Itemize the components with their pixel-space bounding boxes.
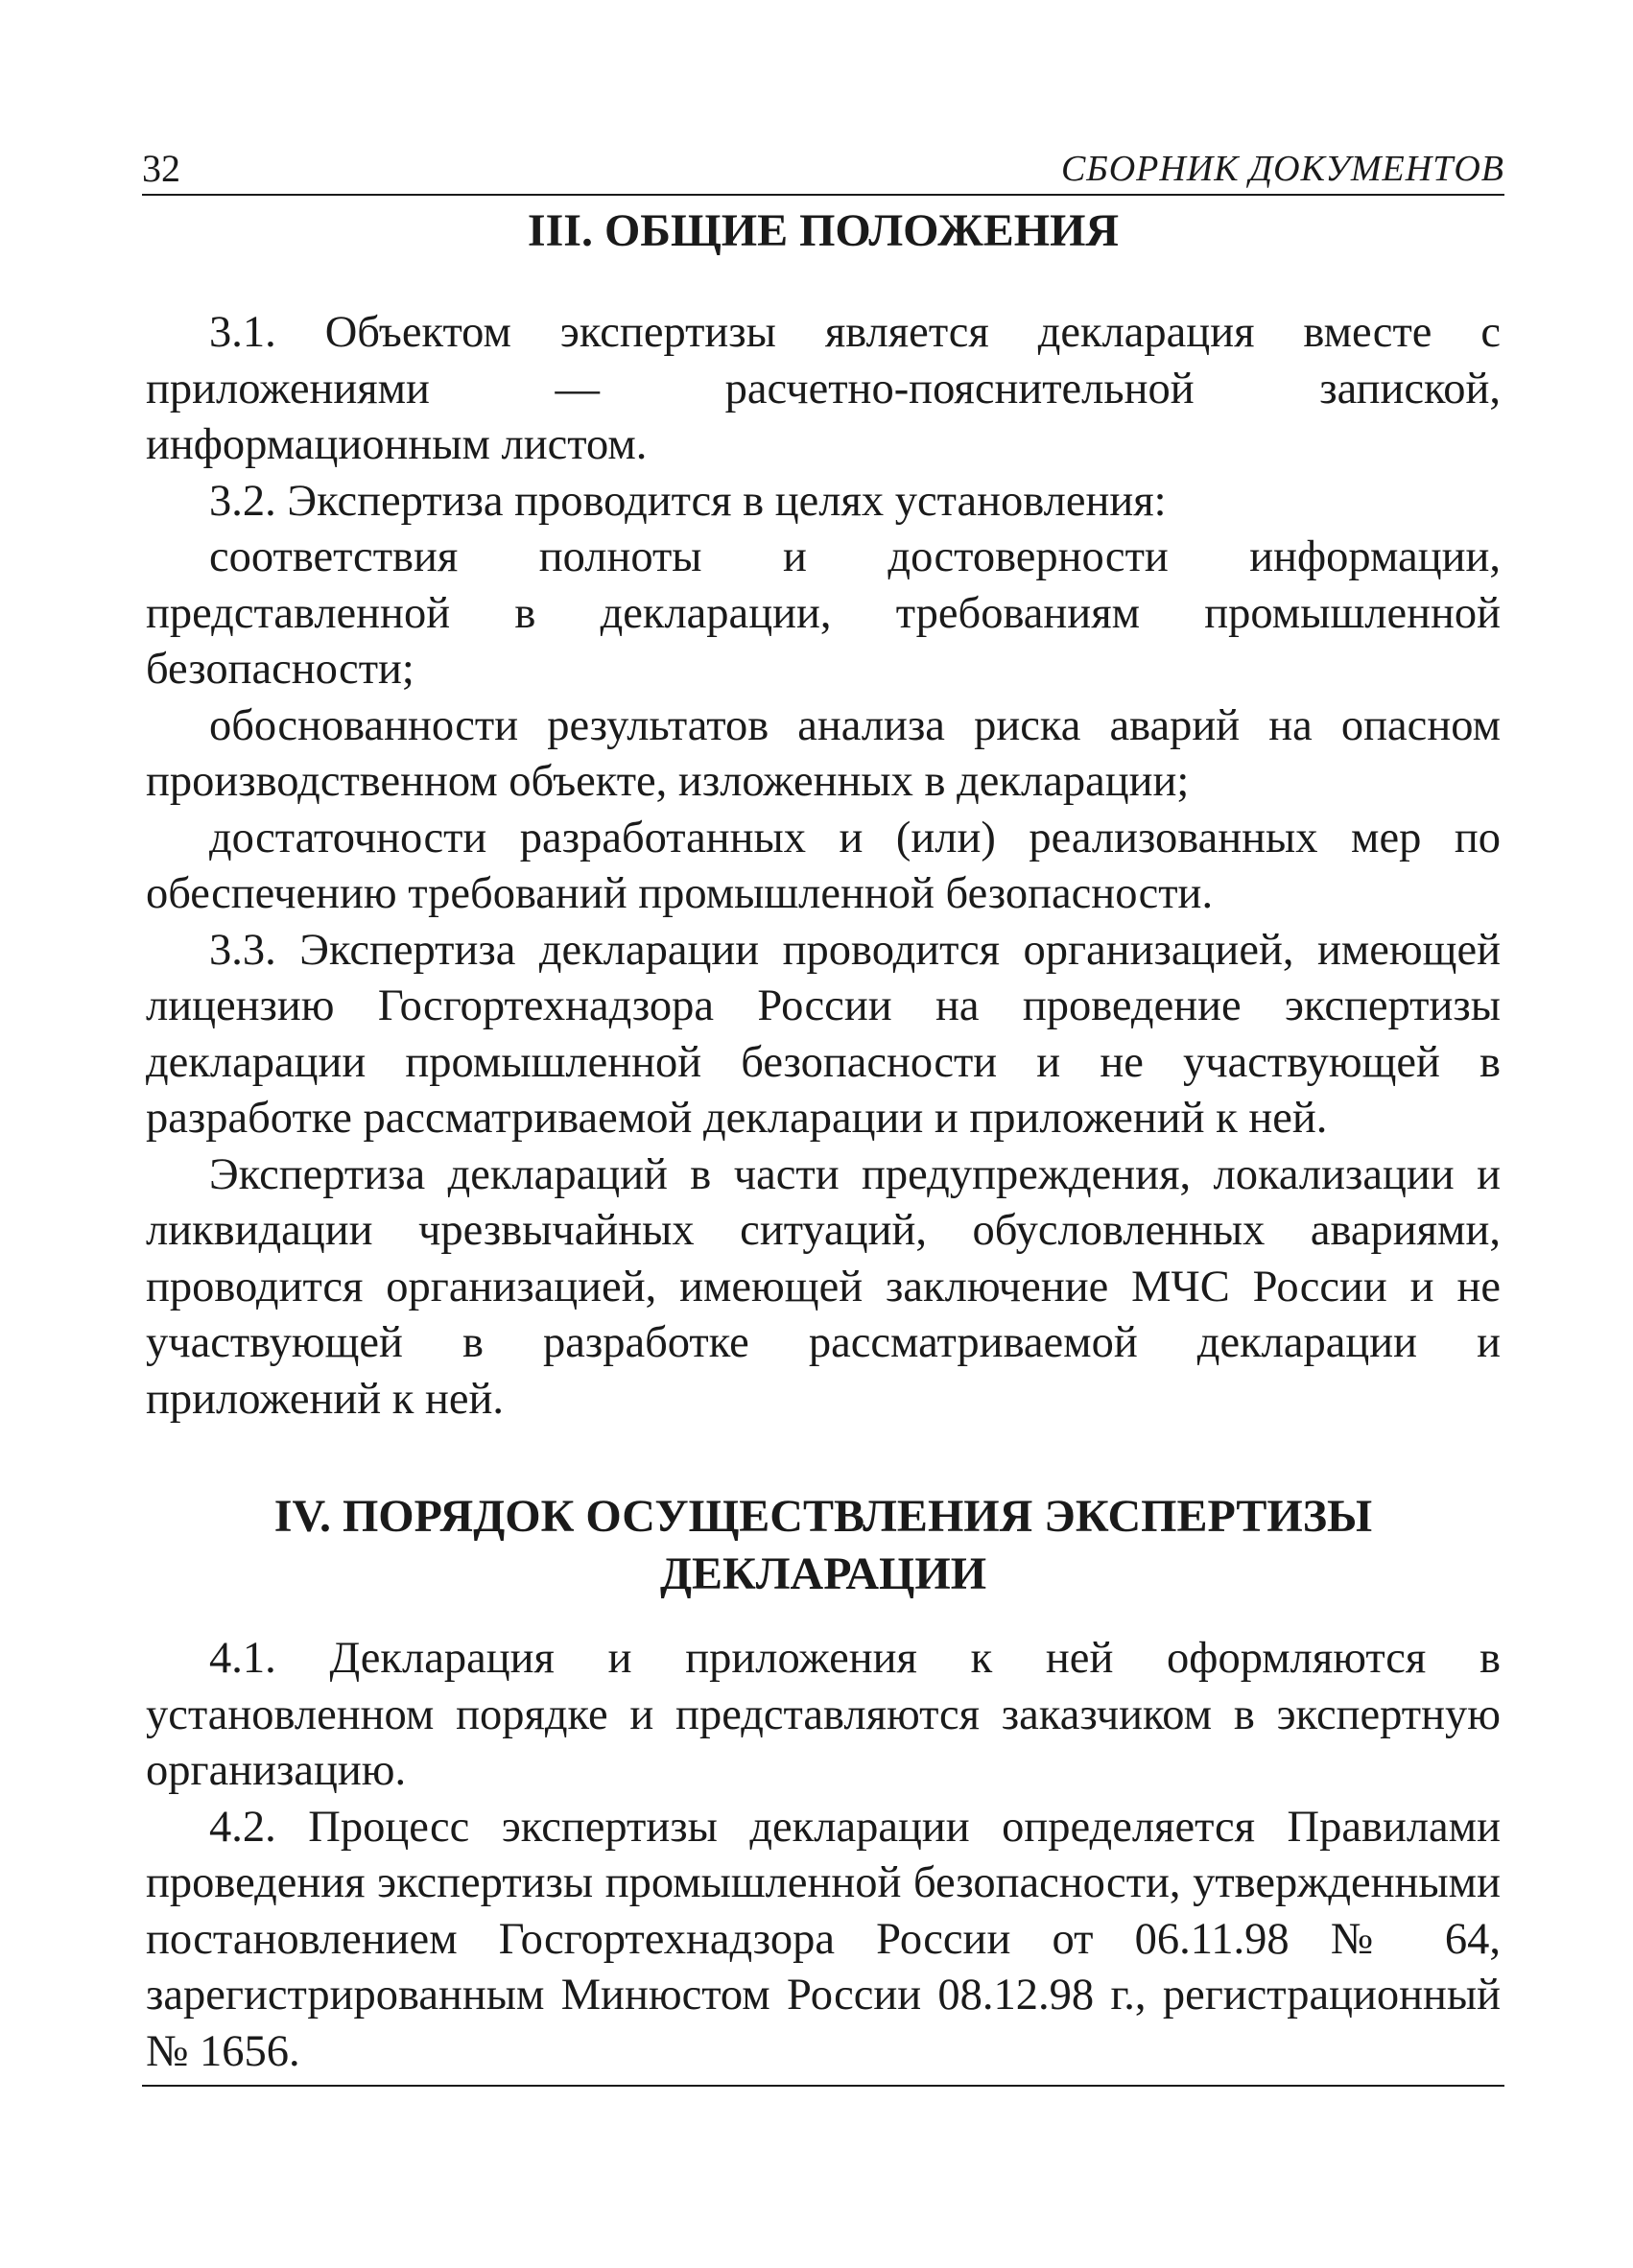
section-3-body [146, 305, 1501, 1428]
page-number: 32 [142, 147, 180, 190]
section-3-heading: III. ОБЩИЕ ПОЛОЖЕНИЯ [527, 205, 1120, 256]
paragraph-3-2: 3.2. Экспертиза проводится в целях установления: [209, 476, 1167, 526]
section-4-heading-line-2: ДЕКЛАРАЦИИ [659, 1548, 987, 1599]
collection-title: СБОРНИК ДОКУМЕНТОВ [1060, 149, 1504, 189]
paragraph-4-1: 4.1. Декларация и приложения к ней оформляются в установленном порядке и представляются заказчиком в экспертную организацию. [146, 1634, 1501, 1795]
paragraph-3-2-item-3: достаточности разработанных и (или) реализованных мер по обеспечению требований промышленной безопасности. [146, 813, 1501, 918]
paragraph-3-1: 3.1. Объектом экспертизы является декларация вместе с приложениями — расчетно-пояснительной запиской, информационным листом. [146, 308, 1501, 469]
paragraph-4-2: 4.2. Процесс экспертизы декларации определяется Правилами проведения экспертизы промышленной безопасности, утвержденными постановлением Госгортехнадзора России от 06.11.98 № 64, зарегистрированным Минюстом России 08.12.98 г., регистрационный № 1656. [146, 1802, 1501, 2076]
running-header [142, 144, 1504, 196]
paragraph-3-3-continued: Экспертиза деклараций в части предупреждения, локализации и ликвидации чрезвычайных ситуаций, обусловленных авариями, проводится организацией, имеющей заключение МЧС России и не участвующей в разработке рассматриваемой декларации и приложений к ней. [146, 1149, 1501, 1424]
paragraph-3-2-item-2: обоснованности результатов анализа риска аварий на опасном производственном объекте, изложенных в декларации; [146, 700, 1501, 806]
section-4-heading-line-1: IV. ПОРЯДОК ОСУЩЕСТВЛЕНИЯ ЭКСПЕРТИЗЫ [273, 1491, 1373, 1542]
paragraph-3-2-item-1: соответствия полноты и достоверности информации, представленной в декларации, требованиям промышленной безопасности; [146, 532, 1501, 694]
paragraph-3-3: 3.3. Экспертиза декларации проводится организацией, имеющей лицензию Госгортехнадзора России на проведение экспертизы декларации промышленной безопасности и не участвующей в разработке рассматриваемой декларации и приложений к ней. [146, 925, 1501, 1143]
bottom-rule [142, 2085, 1504, 2087]
section-4-body [146, 1631, 1501, 2080]
